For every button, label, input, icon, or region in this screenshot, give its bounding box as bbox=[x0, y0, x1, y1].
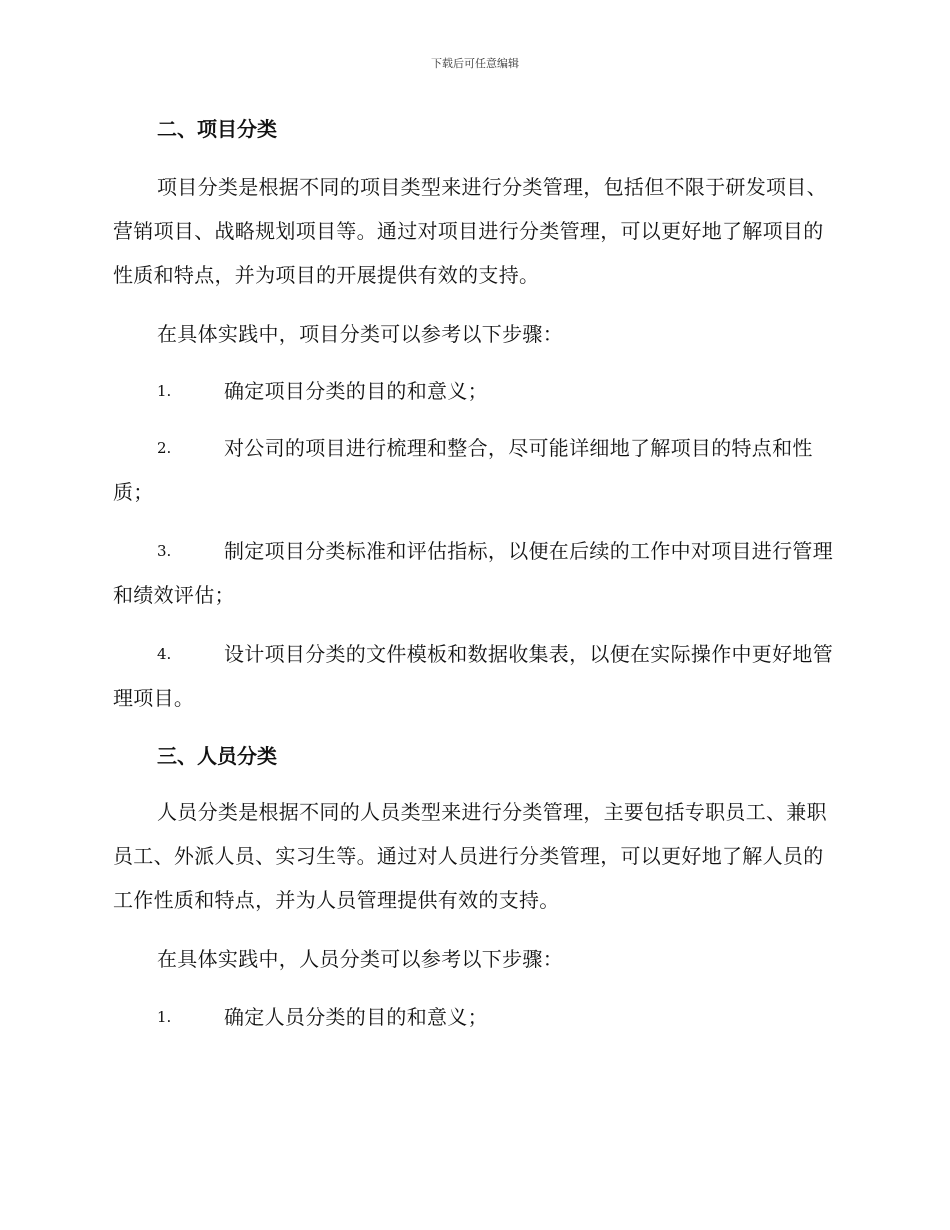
header-note: 下载后可任意编辑 bbox=[431, 57, 519, 70]
list-item-text: 设计项目分类的文件模板和数据收集表，以便在实际操作中更好地管理项目。 bbox=[113, 642, 833, 710]
list-item-number: 4. bbox=[157, 645, 172, 663]
list-item-text: 对公司的项目进行梳理和整合，尽可能详细地了解项目的特点和性质； bbox=[113, 436, 813, 504]
list-item-text: 制定项目分类标准和评估指标，以便在后续的工作中对项目进行管理和绩效评估； bbox=[113, 539, 833, 607]
list-item bbox=[113, 426, 835, 514]
list-item-number: 1. bbox=[157, 382, 172, 400]
list-item-number: 2. bbox=[157, 439, 172, 457]
list-item bbox=[113, 632, 835, 720]
paragraph-personnel-steps-lead: 在具体实践中，人员分类可以参考以下步骤： bbox=[157, 947, 563, 971]
list-item-number: 1. bbox=[157, 1008, 172, 1026]
paragraph-personnel-intro: 人员分类是根据不同的人员类型来进行分类管理，主要包括专职员工、兼职员工、外派人员、实习生等。通过对人员进行分类管理，可以更好地了解人员的工作性质和特点，并为人员管理提供有效的支持。 bbox=[113, 800, 827, 912]
list-item bbox=[113, 995, 835, 1039]
list-item-text: 确定项目分类的目的和意义； bbox=[224, 379, 488, 403]
list-item-text: 确定人员分类的目的和意义； bbox=[224, 1005, 488, 1029]
list-item-number: 3. bbox=[157, 542, 172, 560]
paragraph-project-steps-lead: 在具体实践中，项目分类可以参考以下步骤： bbox=[157, 322, 563, 346]
paragraph-project-intro: 项目分类是根据不同的项目类型来进行分类管理，包括但不限于研发项目、营销项目、战略规划项目等。通过对项目进行分类管理，可以更好地了解项目的性质和特点，并为项目的开展提供有效的支持。 bbox=[113, 175, 827, 287]
list-item bbox=[113, 369, 835, 413]
list-item bbox=[113, 529, 835, 617]
section-heading-projects: 二、项目分类 bbox=[157, 117, 277, 141]
section-heading-personnel: 三、人员分类 bbox=[157, 744, 277, 768]
